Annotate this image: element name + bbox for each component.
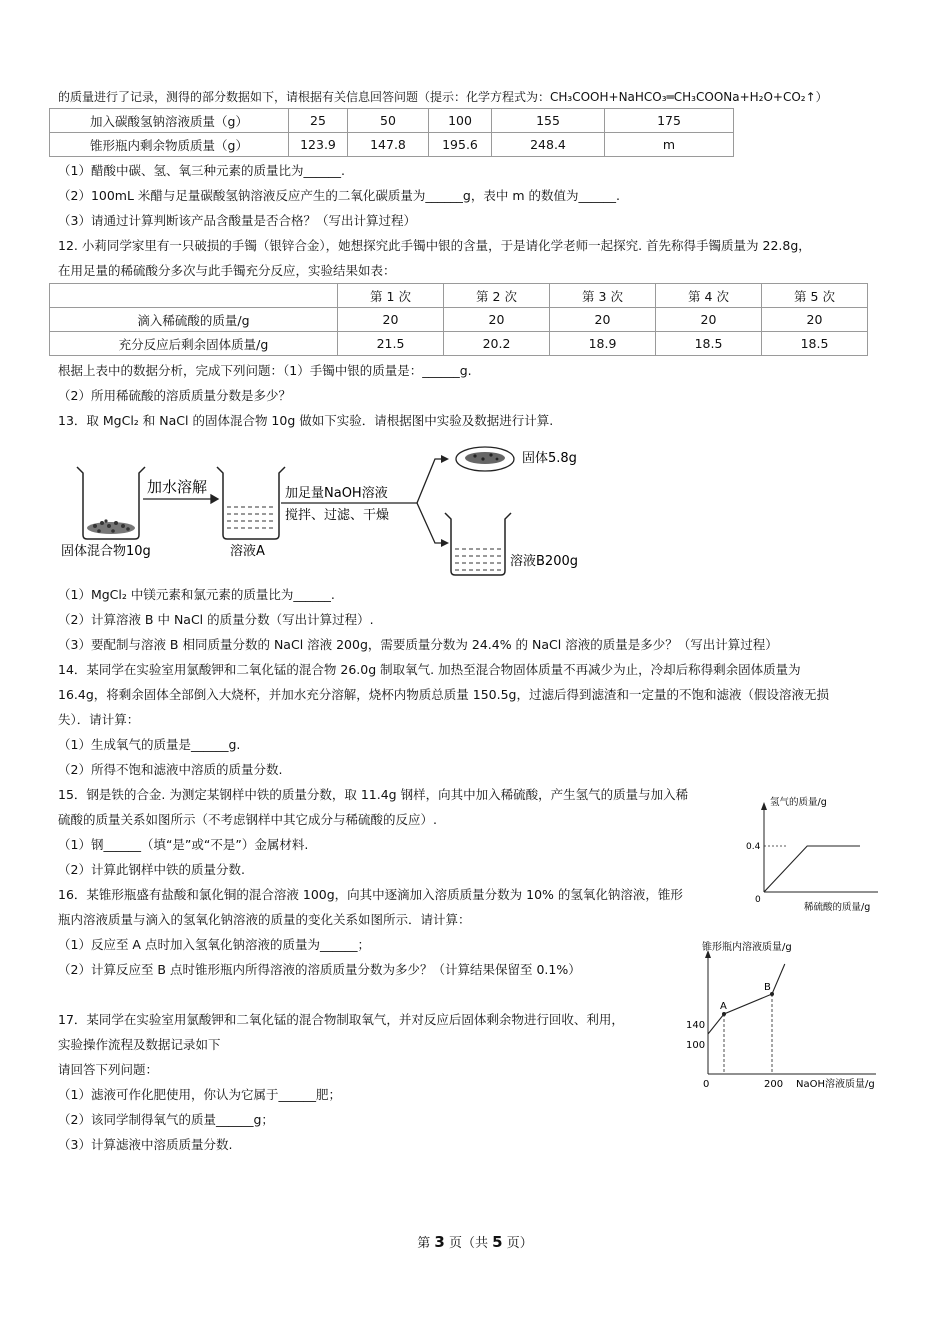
bicarbonate-table	[49, 108, 734, 157]
row-label: 滴入稀硫酸的质量/g	[50, 308, 338, 332]
cell: 18.5	[656, 332, 762, 356]
header-cell	[50, 284, 338, 308]
q14-line-2: 16.4g，将剩余固体全部倒入大烧杯，并加水充分溶解，烧杯内物质总质量 150.5g，过滤后得到滤渣和一定量的不饱和滤液（假设溶液无损	[58, 687, 829, 702]
q15-line-1: 15．钢是铁的合金. 为测定某钢样中铁的质量分数，取 11.4g 钢样，向其中加入稀硫酸，产生氢气的质量与加入稀	[58, 787, 689, 802]
footer-prefix: 第	[417, 1236, 435, 1251]
q12-after-2: （2）所用稀硫酸的溶质质量分数是多少？	[58, 388, 291, 403]
cell: 20	[338, 308, 444, 332]
beaker1-label: 固体混合物10g	[61, 544, 151, 559]
cell: 20	[762, 308, 868, 332]
cell: 50	[348, 109, 429, 133]
q14-line-4: （1）生成氧气的质量是______g.	[58, 737, 241, 752]
x-axis-label: 稀硫酸的质量/g	[804, 902, 871, 913]
cell: 18.5	[762, 332, 868, 356]
cell: 20	[444, 308, 550, 332]
step2-label-2: 搅拌、过滤、干燥	[285, 508, 390, 523]
q12-stem-1: 12. 小莉同学家里有一只破损的手镯（银锌合金），她想探究此手镯中银的含量，于是请化学老师一起探究. 首先称得手镯质量为 22.8g，	[58, 238, 811, 253]
experiment-diagram	[55, 437, 595, 579]
origin-label: 0	[703, 1079, 710, 1090]
cell: 147.8	[348, 133, 429, 157]
cell: 155	[492, 109, 605, 133]
q16-line-1: 16．某锥形瓶盛有盐酸和氯化铜的混合溶液 100g，向其中逐滴加入溶质质量分数为 10% 的氢氧化钠溶液，锥形	[58, 887, 683, 902]
q16-line-4: （2）计算反应至 B 点时锥形瓶内所得溶液的溶质质量分数为多少？（计算结果保留至 0.1%）	[58, 962, 581, 977]
cell: 20	[656, 308, 762, 332]
y-tick-label: 140	[686, 1020, 706, 1031]
table-row	[50, 332, 868, 356]
cell: 175	[605, 109, 734, 133]
cell: 20.2	[444, 332, 550, 356]
q15-line-2: 硫酸的质量关系如图所示（不考虑钢样中其它成分与稀硫酸的反应）.	[58, 812, 437, 827]
cell: 20	[550, 308, 656, 332]
dish-label: 固体5.8g	[522, 451, 577, 466]
q13-stem: 13．取 MgCl₂ 和 NaCl 的固体混合物 10g 做如下实验．请根据图中实验及数据进行计算.	[58, 413, 554, 428]
q17-line-4: （1）滤液可作化肥使用，你认为它属于______肥；	[58, 1087, 341, 1102]
hydrogen-chart	[742, 792, 892, 918]
origin-label: 0	[755, 895, 761, 905]
row-label: 锥形瓶内剩余物质质量（g）	[50, 133, 289, 157]
cell: 248.4	[492, 133, 605, 157]
row-label: 充分反应后剩余固体质量/g	[50, 332, 338, 356]
q12-after-1: 根据上表中的数据分析，完成下列问题：（1）手镯中银的质量是：______g.	[58, 363, 472, 378]
table-row	[50, 308, 868, 332]
step2-label-1: 加足量NaOH溶液	[285, 486, 388, 501]
footer-suffix: 页）	[502, 1236, 533, 1251]
step1-label: 加水溶解	[147, 478, 208, 496]
x-axis-label: NaOH溶液质量/g	[796, 1079, 875, 1090]
q17-line-3: 请回答下列问题：	[58, 1062, 159, 1077]
solution-mass-chart	[684, 938, 890, 1094]
q15-line-3: （1）钢______（填“是”或“不是”）金属材料.	[58, 837, 309, 852]
q17-line-1: 17．某同学在实验室用氯酸钾和二氧化锰的混合物制取氧气，并对反应后固体剩余物进行回收、利用，	[58, 1012, 624, 1027]
solution-icon	[455, 549, 501, 570]
point-a	[722, 1012, 726, 1016]
q13-line-1: （1）MgCl₂ 中镁元素和氯元素的质量比为______.	[58, 587, 335, 602]
q14-line-3: 失）．请计算：	[58, 712, 140, 727]
header-cell: 第 3 次	[550, 284, 656, 308]
q17-line-5: （2）该同学制得氧气的质量______g；	[58, 1112, 274, 1127]
header-cell: 第 4 次	[656, 284, 762, 308]
table-row	[50, 109, 734, 133]
table-row	[50, 133, 734, 157]
arrowhead-icon	[441, 455, 449, 547]
cell: 123.9	[289, 133, 348, 157]
beaker3-label: 溶液B200g	[510, 554, 578, 569]
footer-middle: 页（共	[444, 1236, 493, 1251]
series-line	[764, 846, 860, 892]
y-tick-label: 100	[686, 1040, 706, 1051]
q13-line-3: （3）要配制与溶液 B 相同质量分数的 NaCl 溶液 200g，需要质量分数为 24.4% 的 NaCl 溶液的质量是多少？（写出计算过程）	[58, 637, 778, 652]
beaker-icon	[445, 513, 511, 575]
evaporating-dish-icon	[456, 447, 514, 471]
page-number: 3	[434, 1233, 445, 1251]
point-a-label: A	[720, 1001, 727, 1012]
header-cell: 第 2 次	[444, 284, 550, 308]
cell: 195.6	[429, 133, 492, 157]
q12-stem-2: 在用足量的稀硫酸分多次与此手镯充分反应，实验结果如表：	[58, 263, 396, 278]
q14-line-5: （2）所得不饱和滤液中溶质的质量分数.	[58, 762, 283, 777]
cell: 25	[289, 109, 348, 133]
q11-line-2: （2）100mL 米醋与足量碳酸氢钠溶液反应产生的二氧化碳质量为______g，表中 m 的数值为______.	[58, 188, 620, 203]
y-axis-label: 锥形瓶内溶液质量/g	[702, 942, 792, 953]
y-tick-label: 0.4	[746, 842, 761, 852]
q16-line-2: 瓶内溶液质量与滴入的氢氧化钠溶液的质量的变化关系如图所示．请计算：	[58, 912, 471, 927]
y-axis-arrow-icon	[761, 802, 767, 810]
cell: m	[605, 133, 734, 157]
arrow-icon	[143, 495, 218, 503]
header-cell: 第 5 次	[762, 284, 868, 308]
arrow-icon	[281, 459, 443, 543]
page-total: 5	[492, 1233, 503, 1251]
header-cell: 第 1 次	[338, 284, 444, 308]
table-header-row	[50, 284, 868, 308]
q17-line-2: 实验操作流程及数据记录如下	[58, 1037, 221, 1052]
beaker2-label: 溶液A	[230, 544, 265, 559]
cell: 21.5	[338, 332, 444, 356]
q13-line-2: （2）计算溶液 B 中 NaCl 的质量分数（写出计算过程）.	[58, 612, 374, 627]
cell: 18.9	[550, 332, 656, 356]
q11-line-1: （1）醋酸中碳、氢、氧三种元素的质量比为______.	[58, 163, 345, 178]
solid-mixture-icon	[87, 519, 135, 534]
row-label: 加入碳酸氢钠溶液质量（g）	[50, 109, 289, 133]
bracelet-table	[49, 283, 868, 356]
q14-line-1: 14．某同学在实验室用氯酸钾和二氧化锰的混合物 26.0g 制取氧气. 加热至混合物固体质量不再减少为止，冷却后称得剩余固体质量为	[58, 662, 801, 677]
page-footer	[0, 1232, 950, 1251]
y-axis-label: 氢气的质量/g	[770, 797, 827, 808]
cell: 100	[429, 109, 492, 133]
q15-line-4: （2）计算此钢样中铁的质量分数.	[58, 862, 245, 877]
point-b-label: B	[764, 982, 771, 993]
intro-line: 的质量进行了记录，测得的部分数据如下，请根据有关信息回答问题（提示：化学方程式为：CH₃COOH+NaHCO₃═CH₃COONa+H₂O+CO₂↑）	[58, 90, 828, 104]
q11-line-3: （3）请通过计算判断该产品含酸量是否合格？（写出计算过程）	[58, 213, 416, 228]
q16-line-3: （1）反应至 A 点时加入氢氧化钠溶液的质量为______；	[58, 937, 370, 952]
q17-line-6: （3）计算滤液中溶质质量分数.	[58, 1137, 233, 1152]
series-line	[708, 964, 785, 1034]
solution-icon	[227, 507, 275, 528]
x-tick-label: 200	[764, 1079, 784, 1090]
